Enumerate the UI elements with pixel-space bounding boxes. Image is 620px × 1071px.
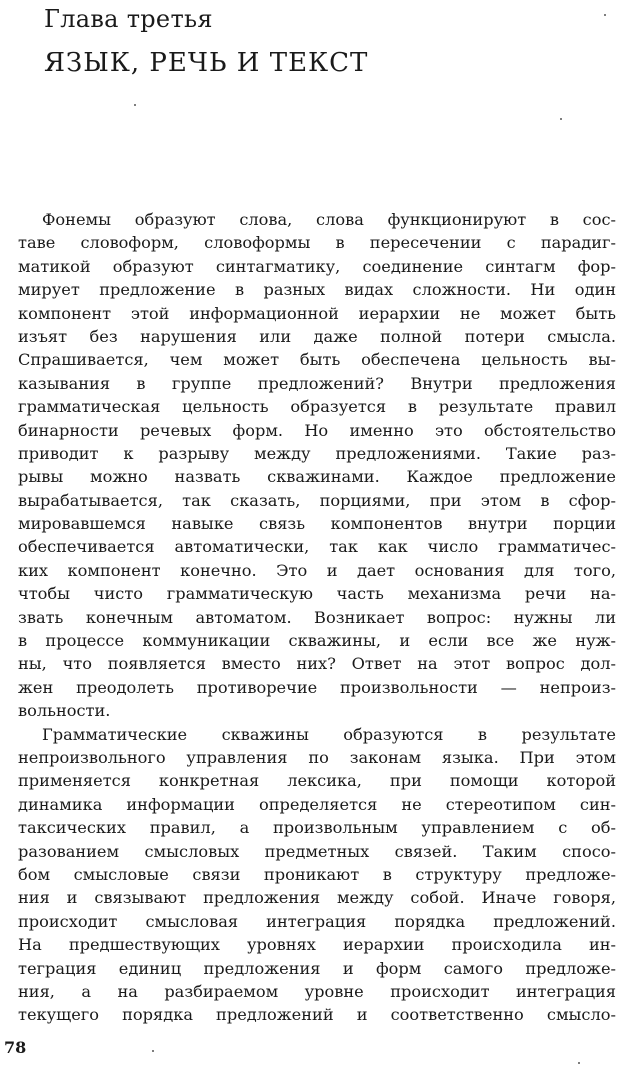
text-line: вольности. <box>18 701 111 721</box>
scan-speck <box>604 14 606 16</box>
text-line: ких компонент конечно. Это и дает основания для того, <box>18 560 616 580</box>
scan-speck <box>152 1050 154 1052</box>
page-number: 78 <box>4 1038 27 1057</box>
text-line: грамматическая цельность образуется в результате правил <box>18 397 616 417</box>
text-line: применяется конкретная лексика, при помощи которой <box>18 771 616 791</box>
text-line: изъят без нарушения или даже полной потери смысла. <box>18 326 616 346</box>
text-line: бом смысловые связи проникают в структуру предложе- <box>18 864 616 884</box>
text-line: обеспечивается автоматически, так как число грамматичес- <box>18 537 616 557</box>
text-line: вырабатывается, так сказать, порциями, при этом в сфор- <box>18 490 616 510</box>
scan-speck <box>578 1062 580 1064</box>
text-line: происходит смысловая интеграция порядка предложений. <box>18 911 616 931</box>
text-line: Спрашивается, чем может быть обеспечена цельность вы- <box>18 350 616 370</box>
chapter-title: ЯЗЫК, РЕЧЬ И ТЕКСТ <box>44 48 369 78</box>
text-line: чтобы чисто грамматическую часть механизма речи на- <box>18 584 616 604</box>
text-line: матикой образуют синтагматику, соединение синтагм фор- <box>18 256 616 276</box>
text-line: таксических правил, а произвольным управлением с об- <box>18 818 616 838</box>
text-line: рывы можно назвать скважинами. Каждое предложение <box>18 467 616 487</box>
text-line: жен преодолеть противоречие произвольности — непроиз- <box>18 677 616 697</box>
text-line: мировавшемся навыке связь компонентов внутри порции <box>18 514 616 534</box>
text-line: приводит к разрыву между предложениями. Такие раз- <box>18 443 616 463</box>
scan-speck <box>134 104 136 106</box>
text-line: ния и связывают предложения между собой. Иначе говоря, <box>18 888 616 908</box>
chapter-label: Глава третья <box>44 5 213 33</box>
text-line: текущего порядка предложений и соответственно смысло- <box>18 1005 616 1025</box>
text-line: компонент этой информационной иерархии не может быть <box>18 303 616 323</box>
body-text <box>18 208 616 1027</box>
text-line: разованием смысловых предметных связей. Таким спосо- <box>18 841 616 861</box>
text-line: непроизвольного управления по законам языка. При этом <box>18 747 616 767</box>
text-line: ны, что появляется вместо них? Ответ на этот вопрос дол- <box>18 654 616 674</box>
text-line: таве словоформ, словоформы в пересечении с парадиг- <box>18 233 616 253</box>
text-line: теграция единиц предложения и форм самого предложе- <box>18 958 616 978</box>
scan-speck <box>560 118 562 120</box>
text-line: мирует предложение в разных видах сложности. Ни один <box>18 280 616 300</box>
text-line: звать конечным автоматом. Возникает вопрос: нужны ли <box>18 607 616 627</box>
text-line: казывания в группе предложений? Внутри предложения <box>18 373 616 393</box>
text-line: бинарности речевых форм. Но именно это обстоятельство <box>18 420 616 440</box>
text-line: Фонемы образуют слова, слова функционируют в сос- <box>42 210 616 229</box>
text-line: Грамматические скважины образуются в результате <box>42 724 616 744</box>
text-line: ния, а на разбираемом уровне происходит интеграция <box>18 981 616 1001</box>
text-line: На предшествующих уровнях иерархии происходила ин- <box>18 935 616 955</box>
text-line: в процессе коммуникации скважины, и если все же нуж- <box>18 631 616 651</box>
text-line: динамика информации определяется не стереотипом син- <box>18 794 616 814</box>
